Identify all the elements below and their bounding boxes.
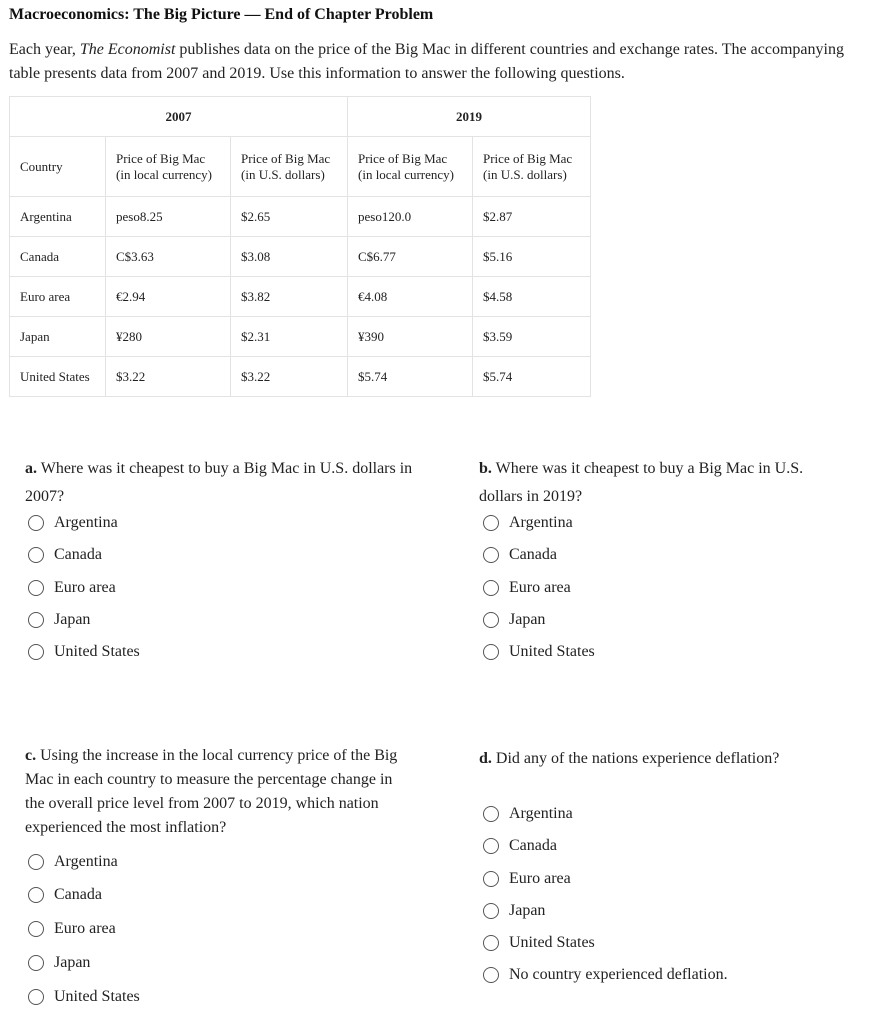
column-header-country: Country: [10, 137, 106, 197]
question-c-option-canada[interactable]: [28, 886, 102, 904]
table-cell: €2.94: [106, 277, 231, 317]
radio-button[interactable]: [483, 644, 499, 660]
option-label: United States: [509, 934, 595, 951]
table-row: [10, 237, 591, 277]
column-header-line: (in U.S. dollars): [241, 166, 325, 182]
question-d-option-euro-area[interactable]: [483, 870, 571, 888]
question-c-option-argentina[interactable]: [28, 853, 118, 871]
question-b-option-japan[interactable]: [483, 611, 545, 629]
year-header-2019: 2019: [348, 97, 591, 137]
option-label: Argentina: [509, 805, 573, 822]
question-b-label: b.: [479, 460, 492, 477]
table-cell: €4.08: [348, 277, 473, 317]
question-b-option-euro-area[interactable]: [483, 579, 571, 597]
radio-button[interactable]: [483, 903, 499, 919]
option-label: United States: [509, 643, 595, 660]
column-header-2007-local: [106, 137, 231, 197]
radio-button[interactable]: [28, 921, 44, 937]
radio-button[interactable]: [28, 644, 44, 660]
table-cell: C$6.77: [348, 237, 473, 277]
option-label: Japan: [509, 611, 546, 628]
radio-button[interactable]: [483, 612, 499, 628]
table-cell: peso120.0: [348, 197, 473, 237]
column-header-line: Price of Big Mac: [116, 150, 206, 166]
table-cell-country: Japan: [10, 317, 106, 357]
option-label: Argentina: [54, 514, 118, 531]
column-header-line: (in U.S. dollars): [483, 166, 567, 182]
question-a-text: [25, 455, 425, 511]
question-a-option-argentina[interactable]: [28, 514, 118, 532]
question-a-option-united-states[interactable]: [28, 643, 140, 661]
intro-text-start: Each year,: [9, 41, 80, 58]
radio-button[interactable]: [28, 989, 44, 1005]
radio-button[interactable]: [483, 580, 499, 596]
column-header-line: (in local currency): [116, 166, 213, 182]
question-d-label: d.: [479, 750, 492, 767]
radio-button[interactable]: [28, 515, 44, 531]
column-header-2019-usd: [473, 137, 591, 197]
option-label: United States: [54, 988, 140, 1005]
option-label: Argentina: [54, 853, 118, 870]
table-row: [10, 277, 591, 317]
big-mac-table: [9, 96, 591, 397]
question-b-text: [479, 455, 839, 511]
table-row: [10, 317, 591, 357]
question-c-option-euro-area[interactable]: [28, 920, 116, 938]
option-label: Canada: [509, 546, 557, 563]
table-row: [10, 357, 591, 397]
radio-button[interactable]: [28, 955, 44, 971]
question-d-option-argentina[interactable]: [483, 805, 573, 823]
question-a-prompt: Where was it cheapest to buy a Big Mac in U.S. dollars in 2007?: [25, 460, 413, 505]
question-c-label: c.: [25, 747, 37, 764]
radio-button[interactable]: [28, 887, 44, 903]
radio-button[interactable]: [28, 547, 44, 563]
year-header-row: [10, 97, 591, 137]
intro-paragraph: [9, 38, 869, 86]
question-d-option-united-states[interactable]: [483, 934, 595, 952]
table-cell: $3.22: [106, 357, 231, 397]
option-label: Canada: [509, 837, 557, 854]
option-label: Euro area: [54, 920, 116, 937]
question-c-prompt: Using the increase in the local currency price of the Big Mac in each country to measure the percentage change in the overall price level from 2007 to 2019, which nation experienced the most inflation?: [25, 747, 398, 836]
table-cell: ¥390: [348, 317, 473, 357]
radio-button[interactable]: [28, 612, 44, 628]
table-cell-country: Canada: [10, 237, 106, 277]
radio-button[interactable]: [483, 547, 499, 563]
radio-button[interactable]: [483, 935, 499, 951]
question-a-label: a.: [25, 460, 37, 477]
column-header-row: [10, 137, 591, 197]
option-label: Canada: [54, 546, 102, 563]
year-header-2007: 2007: [10, 97, 348, 137]
table-row: [10, 197, 591, 237]
radio-button[interactable]: [483, 871, 499, 887]
table-cell: $5.74: [348, 357, 473, 397]
table-cell: $4.58: [473, 277, 591, 317]
question-d-option-no-deflation[interactable]: [483, 966, 728, 984]
table-cell: $3.59: [473, 317, 591, 357]
option-label: Canada: [54, 886, 102, 903]
option-label: Euro area: [509, 579, 571, 596]
question-b-prompt: Where was it cheapest to buy a Big Mac in U.S. dollars in 2019?: [479, 460, 804, 505]
table-cell: $3.08: [231, 237, 348, 277]
question-d-option-canada[interactable]: [483, 837, 557, 855]
table-cell: $5.16: [473, 237, 591, 277]
question-d-prompt: Did any of the nations experience deflation?: [491, 750, 780, 767]
column-header-2019-local: [348, 137, 473, 197]
radio-button[interactable]: [483, 838, 499, 854]
question-d-text: [479, 747, 879, 771]
table-cell: $3.82: [231, 277, 348, 317]
table-cell-country: Argentina: [10, 197, 106, 237]
table-cell: $5.74: [473, 357, 591, 397]
radio-button[interactable]: [483, 515, 499, 531]
option-label: United States: [54, 643, 140, 660]
radio-button[interactable]: [483, 967, 499, 983]
question-a-option-euro-area[interactable]: [28, 579, 116, 597]
radio-button[interactable]: [28, 580, 44, 596]
table-cell: $2.31: [231, 317, 348, 357]
column-header-line: (in local currency): [358, 166, 455, 182]
table-cell: C$3.63: [106, 237, 231, 277]
question-d-option-japan[interactable]: [483, 902, 545, 920]
table-cell: $2.65: [231, 197, 348, 237]
question-c-text: [25, 744, 403, 840]
column-header-2007-usd: [231, 137, 348, 197]
column-header-line: Price of Big Mac: [483, 150, 573, 166]
question-a-option-japan[interactable]: [28, 611, 90, 629]
column-header-line: Price of Big Mac: [241, 150, 331, 166]
table-cell-country: Euro area: [10, 277, 106, 317]
question-b-option-argentina[interactable]: [483, 514, 573, 532]
option-label: Japan: [509, 902, 546, 919]
question-a-option-canada[interactable]: [28, 546, 102, 564]
option-label: Japan: [54, 611, 91, 628]
column-header-line: Price of Big Mac: [358, 150, 448, 166]
question-c-option-japan[interactable]: [28, 954, 90, 972]
table-cell: ¥280: [106, 317, 231, 357]
table-cell-country: United States: [10, 357, 106, 397]
option-label: Euro area: [509, 870, 571, 887]
option-label: Japan: [54, 954, 91, 971]
question-b-option-canada[interactable]: [483, 546, 557, 564]
radio-button[interactable]: [483, 806, 499, 822]
table-cell: peso8.25: [106, 197, 231, 237]
question-c-option-united-states[interactable]: [28, 988, 140, 1006]
option-label: Argentina: [509, 514, 573, 531]
table-cell: $2.87: [473, 197, 591, 237]
option-label: Euro area: [54, 579, 116, 596]
table-cell: $3.22: [231, 357, 348, 397]
intro-publication-name: The Economist: [79, 41, 176, 58]
question-b-option-united-states[interactable]: [483, 643, 595, 661]
page-title: Macroeconomics: The Big Picture — End of Chapter Problem: [9, 6, 434, 23]
radio-button[interactable]: [28, 854, 44, 870]
option-label: No country experienced deflation.: [509, 966, 728, 983]
intro-text-end: publishes data on the price of the Big Mac in different countries and exchange rates. The accompanying table presents data from 2007 and 2019. Use this information to answer the following questions.: [9, 41, 844, 82]
